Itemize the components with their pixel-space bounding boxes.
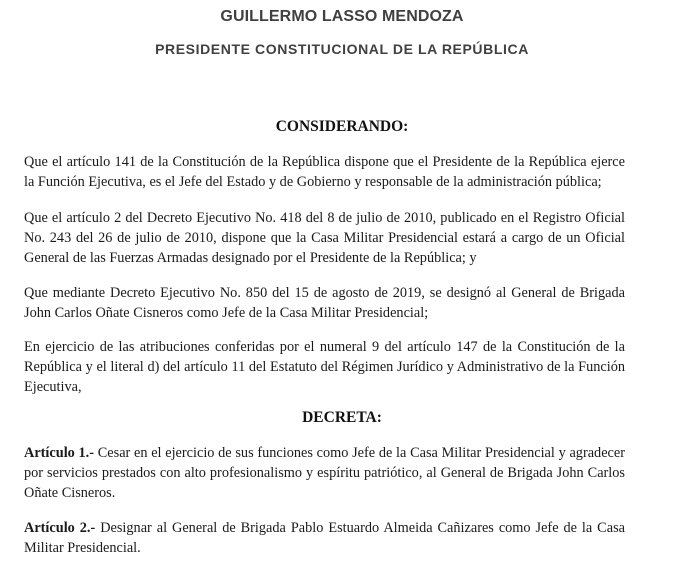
article-1-text: Cesar en el ejercicio de sus funciones como Jefe de la Casa Militar Presidencial y agradecer por servicios prestados con alto profesionalismo y espíritu patriótico, al General de Brigada John Carlos Oñate Cisneros. <box>24 445 625 501</box>
considerando-paragraph-4: En ejercicio de las atribuciones conferidas por el numeral 9 del artículo 147 de la Constitución de la República y el literal d) del artículo 11 del Estatuto del Régimen Jurídico y Administrativo de la Función Ejecutiva, <box>24 339 625 395</box>
considerando-paragraph-3: Que mediante Decreto Ejecutivo No. 850 del 15 de agosto de 2019, se designó al General de Brigada John Carlos Oñate Cisneros como Jefe de la Casa Militar Presidencial; <box>24 285 625 321</box>
article-1-label: Artículo 1.- <box>24 445 95 461</box>
president-name: GUILLERMO LASSO MENDOZA <box>220 8 464 25</box>
decreta-heading: DECRETA: <box>302 409 382 426</box>
article-2-label: Artículo 2.- <box>24 520 96 536</box>
considerando-paragraph-1: Que el artículo 141 de la Constitución de la República dispone que el Presidente de la República ejerce la Función Ejecutiva, es el Jefe del Estado y de Gobierno y responsable de la administración pública; <box>24 154 625 190</box>
president-title: PRESIDENTE CONSTITUCIONAL DE LA REPÚBLICA <box>155 41 529 57</box>
considerando-heading: CONSIDERANDO: <box>275 118 409 135</box>
considerando-paragraph-2: Que el artículo 2 del Decreto Ejecutivo No. 418 del 8 de julio de 2010, publicado en el Registro Oficial No. 243 del 26 de julio de 2010, dispone que la Casa Militar Presidencial estará a cargo de un Oficial General de las Fuerzas Armadas designado por el Presidente de la República; y <box>24 210 625 266</box>
article-1 <box>24 443 625 503</box>
article-2-text: Designar al General de Brigada Pablo Estuardo Almeida Cañizares como Jefe de la Casa Militar Presidencial. <box>24 520 625 556</box>
article-2 <box>24 518 625 558</box>
